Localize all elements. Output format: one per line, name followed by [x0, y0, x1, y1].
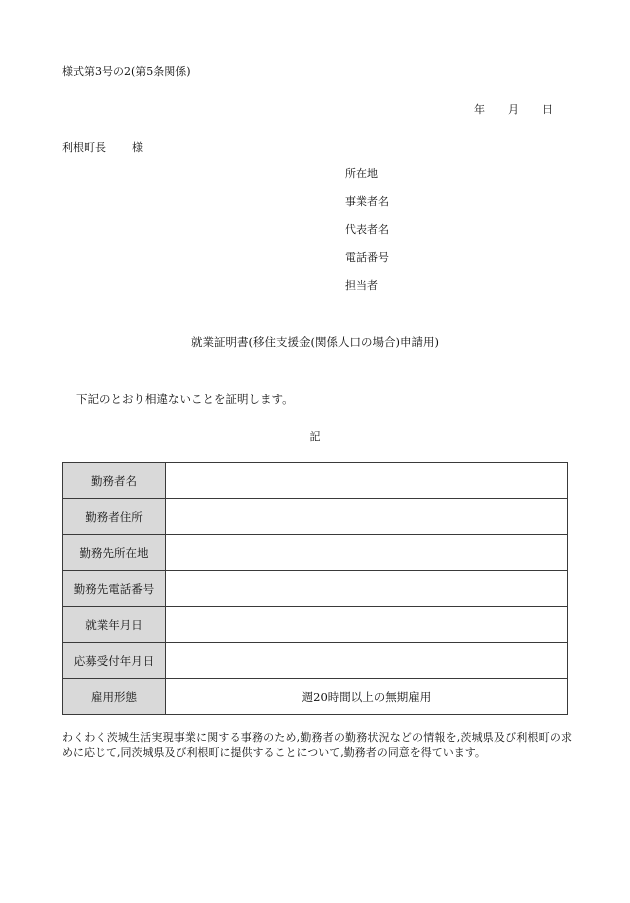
sender-label-phone: 電話番号 [345, 251, 389, 264]
ki-heading: 記 [309, 430, 321, 443]
sender-label-address: 所在地 [345, 167, 378, 180]
row-value-workplace-address[interactable] [166, 535, 568, 571]
addressee: 利根町長 [62, 141, 106, 154]
date-year-label: 年 [474, 103, 485, 116]
row-value-employment-date[interactable] [166, 607, 568, 643]
consent-note: わくわく茨城生活実現事業に関する事務のため,勤務者の勤務状況などの情報を,茨城県及び利根町の求めに応じて,同茨城県及び利根町に提供することについて,勤務者の同意を得ています。 [62, 731, 572, 759]
form-number: 様式第3号の2(第5条関係) [62, 65, 191, 78]
row-label-worker-address: 勤務者住所 [63, 499, 166, 535]
document-title: 就業証明書(移住支援金(関係人口の場合)申請用) [191, 335, 439, 349]
table-row [63, 571, 568, 607]
row-value-employment-type: 週20時間以上の無期雇用 [166, 679, 568, 715]
declaration-text: 下記のとおり相違ないことを証明します。 [76, 392, 294, 406]
row-value-workplace-phone[interactable] [166, 571, 568, 607]
honorific: 様 [132, 141, 143, 154]
date-month-label: 月 [508, 103, 519, 116]
row-value-application-date[interactable] [166, 643, 568, 679]
table-row [63, 607, 568, 643]
table-row [63, 535, 568, 571]
sender-label-contact: 担当者 [345, 279, 378, 292]
sender-block [345, 160, 389, 300]
row-value-worker-address[interactable] [166, 499, 568, 535]
employment-info-table [62, 462, 568, 715]
date-day-label: 日 [542, 103, 553, 116]
addressee-line [62, 139, 143, 155]
sender-label-representative: 代表者名 [345, 223, 389, 236]
row-label-employment-type: 雇用形態 [63, 679, 166, 715]
table-row [63, 499, 568, 535]
sender-label-company: 事業者名 [345, 195, 389, 208]
row-label-worker-name: 勤務者名 [63, 463, 166, 499]
row-label-employment-date: 就業年月日 [63, 607, 166, 643]
table-row [63, 643, 568, 679]
row-value-worker-name[interactable] [166, 463, 568, 499]
row-label-workplace-phone: 勤務先電話番号 [63, 571, 166, 607]
table-row [63, 679, 568, 715]
row-label-workplace-address: 勤務先所在地 [63, 535, 166, 571]
row-label-application-date: 応募受付年月日 [63, 643, 166, 679]
table-row [63, 463, 568, 499]
